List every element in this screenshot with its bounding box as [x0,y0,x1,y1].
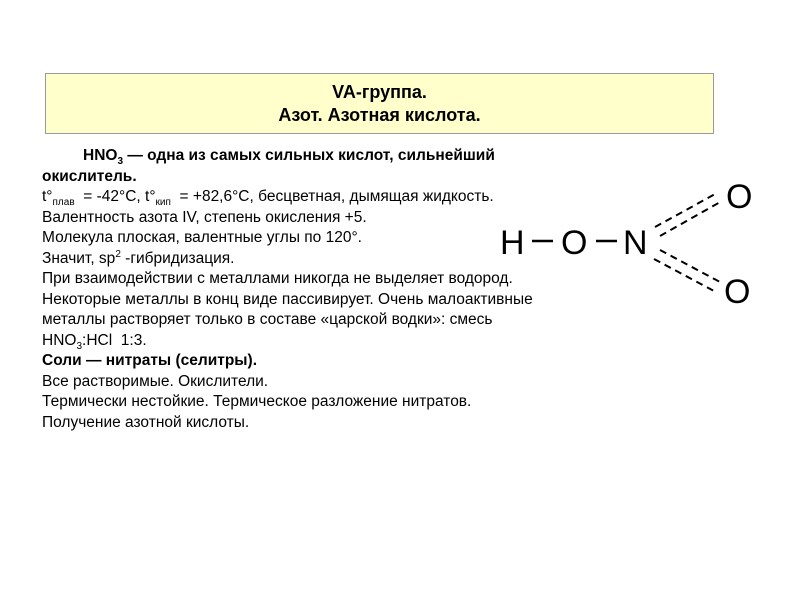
t-melt-value: = -42°C, t° [74,188,156,205]
t-boil-value: = +82,6°C, бесцветная, дымящая жидкость. [170,188,494,205]
line-aqua-regia: металлы растворяет только в составе «царской водки»: смесь [42,311,493,328]
line-oxidizer: окислитель. [42,167,137,185]
sub-melt: плав [52,197,75,208]
hybrid-text-b: -гибридизация. [120,249,235,267]
line-thermal: Термически нестойкие. Термическое разложение нитратов. [42,393,472,410]
line-valence: Валентность азота IV, степень окисления +5. [42,208,367,226]
formula-hno3: HNO [83,147,118,164]
definition-text: — одна из самых сильных кислот, сильнейший [123,147,495,164]
line-passivation: Некоторые металлы в конц виде пассивирует. Очень малоактивные [42,290,533,308]
atom-o-top: O [726,178,753,216]
hybrid-sup: 2 [115,248,121,260]
line-preparation: Получение азотной кислоты. [42,413,250,431]
line-nitrates-heading: Соли — нитраты (селитры). [42,352,258,369]
line-soluble: Все растворимые. Окислители. [42,372,269,390]
line-ratio [42,331,692,352]
atom-o-center: O [561,224,588,262]
atom-h: H [500,224,525,262]
formula-subscript: 3 [117,156,124,167]
line-planar: Молекула плоская, валентные углы по 120°. [42,229,362,246]
ratio-hno3: HNO [42,331,77,349]
line-metals-no-hydrogen: При взаимодействии с металлами никогда не выделяет водород. [42,270,513,287]
title-box [45,73,714,134]
title-line-1: VA-группа. [332,82,427,102]
ratio-text: :HCl 1:3. [82,331,147,349]
hno3-structure-diagram [490,170,770,310]
hybrid-text-a: Значит, sp [42,249,116,267]
atom-n: N [623,224,648,262]
title-line-2: Азот. Азотная кислота. [278,105,481,125]
t-melt-label: t° [42,188,53,205]
ratio-subscript: 3 [76,340,83,352]
line-hno3-definition [42,146,692,167]
atom-o-bottom: O [724,273,751,310]
sub-boil: кип [155,197,171,208]
